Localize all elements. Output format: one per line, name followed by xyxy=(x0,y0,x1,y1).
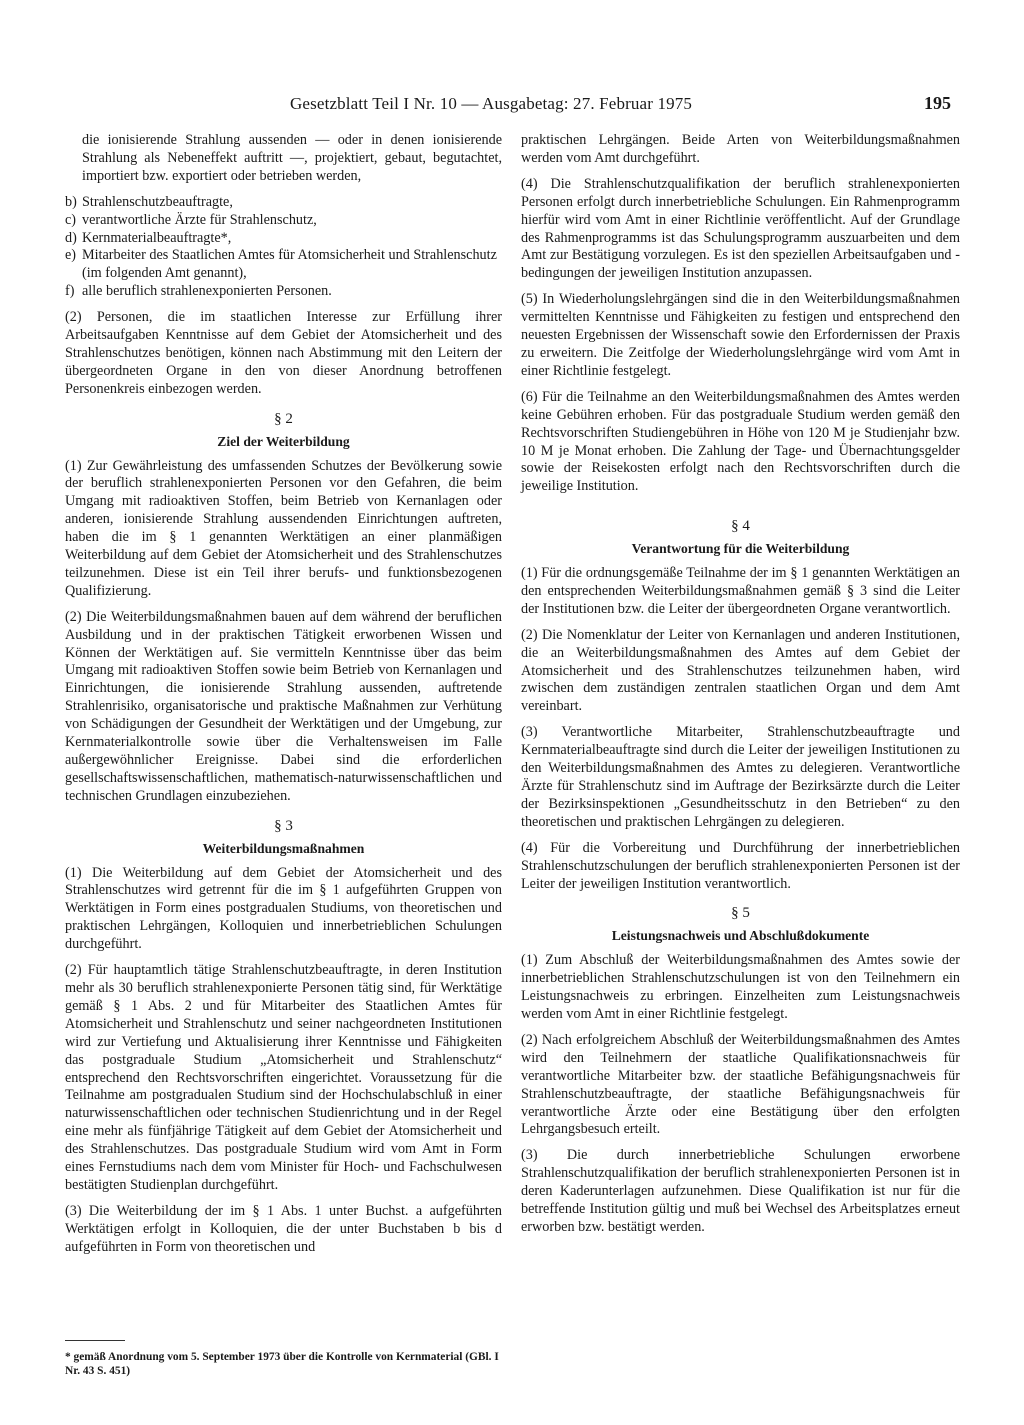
paragraph: (1) Die Weiterbildung auf dem Gebiet der Atomsicherheit und des Strahlenschutzes wird getrennt für die im § 1 aufgeführten Gruppen von Werktätigen in Form eines postgradualen Studiums, von theoretischen und praktischen Lehrgängen, Kolloquien und innerbetrieblichen Schulungen durchgeführt. xyxy=(65,864,502,953)
section-title: Verantwortung für die Weiterbildung xyxy=(631,541,850,557)
list-item-text: verantwortliche Ärzte für Strahlenschutz, xyxy=(82,211,317,228)
list-item-text: Kernmaterialbeauftragte*, xyxy=(82,229,232,246)
paragraph: (4) Die Strahlenschutzqualifikation der beruflich strahlenexponierten Personen erfolgt durch innerbetriebliche Schulungen. Ein Rahmenprogramm hierfür wird vom Amt in einer Richtlinie veröffentlicht. Auf der Grundlage des Rahmenprogramms ist das Schulungsprogramm auszuarbeiten und dem Amt zur Bestätigung vorzulegen. Es ist den speziellen Arbeitsaufgaben und -bedingungen der jeweiligen Institution anzupassen. xyxy=(521,175,960,282)
paragraph: (4) Für die Vorbereitung und Durchführung der innerbetrieblichen Strahlenschutzschulungen der beruflich strahlenexponierten Personen ist der Leiter der jeweiligen Institution verantwortlich. xyxy=(521,839,960,892)
paragraph: (5) In Wiederholungslehrgängen sind die in den Weiterbildungsmaßnahmen vermittelten Kenntnisse und Fähigkeiten zu festigen und entsprechend den neuesten Ergebnissen der Wissenschaft sowie den Erfordernissen der Praxis zu erweitern. Die Zeitfolge der Wiederholungslehrgänge wird vom Amt in einer Richtlinie festgelegt. xyxy=(521,291,960,379)
paragraph: (1) Zum Abschluß der Weiterbildungsmaßnahmen des Amtes sowie der innerbetrieblichen Strahlenschutzschulungen ist von den Teilnehmern ein Leistungsnachweis zu erbringen. Einzelheiten zum Leistungsnachweis werden vom Amt in einer Richtlinie festgelegt. xyxy=(521,952,960,1022)
list-marker: f) xyxy=(65,283,75,300)
list-item xyxy=(65,194,502,212)
right-column xyxy=(521,132,960,1245)
enumeration-list xyxy=(65,194,502,301)
footnote-divider xyxy=(65,1340,125,1341)
paragraph: (6) Für die Teilnahme an den Weiterbildungsmaßnahmen des Amtes werden keine Gebühren erhoben. Für das postgraduale Studium werden gemäß den Rechtsvorschriften Studiengebühren in Höhe von 120 M je Studienjahr bzw. 10 M je Monat erhoben. Die Zahlung der Tage- und Übernachtungsgelder sowie der Reisekosten erfolgt nach den Rechtsvorschriften durch die jeweilige Institution. xyxy=(521,388,960,495)
paragraph: (1) Für die ordnungsgemäße Teilnahme der im § 1 genannten Werktätigen an den entsprechenden Weiterbildungsmaßnahmen gemäß § 3 sind die Leiter der Institutionen bzw. die Leiter der übergeordneten Organe verantwortlich. xyxy=(521,565,960,617)
page-header xyxy=(0,94,1024,120)
list-item xyxy=(65,247,502,283)
list-item-text: Mitarbeiter des Staatlichen Amtes für Atomsicherheit und Strahlenschutz (im folgenden Amt genannt), xyxy=(82,247,497,282)
list-item xyxy=(65,212,502,230)
footnote: * gemäß Anordnung vom 5. September 1973 über die Kontrolle von Kernmaterial (GBl. I Nr. 43 S. 451) xyxy=(65,1351,499,1377)
paragraph: (2) Nach erfolgreichem Abschluß der Weiterbildungsmaßnahmen des Amtes wird den Teilnehmern der staatliche Qualifikationsnachweis für verantwortliche Mitarbeiter bzw. der staatliche Befähigungsnachweis für Strahlenschutzbeauftragte, der staatliche Befähigungsnachweis für verantwortliche Ärzte oder eine Bestätigung über den erfolgten Lehrgangsbesuch erteilt. xyxy=(521,1031,960,1138)
running-title: Gesetzblatt Teil I Nr. 10 — Ausgabetag: 27. Februar 1975 xyxy=(290,94,693,113)
list-item-text: alle beruflich strahlenexponierten Personen. xyxy=(82,283,332,300)
section-title: Leistungsnachweis und Abschlußdokumente xyxy=(611,928,870,944)
paragraph: (3) Die durch innerbetriebliche Schulungen erworbene Strahlenschutzqualifikation der beruflich strahlenexponierten Personen ist in deren Kaderunterlagen aufzunehmen. Diese Qualifikation ist nur für die betreffende Institution gültig und muß bei Wechsel des Arbeitsplatzes erneut erworben bzw. bestätigt werden. xyxy=(521,1147,960,1235)
page-number: 195 xyxy=(924,93,951,113)
paragraph: (1) Zur Gewährleistung des umfassenden Schutzes der Bevölkerung sowie der beruflich strahlenexponierten Personen vor den Gefahren, die beim Umgang mit radioaktiven Stoffen, beim Betrieb von Kernanlagen oder anderen, ionisierende Strahlung aussendenden Einrichtungen auftreten, haben die im § 1 genannten Werktätigen an einer planmäßigen Weiterbildung auf dem Gebiet der Atomsicherheit und des Strahlenschutzes teilzunehmen. Diese ist ein Teil ihrer berufs- und funktionsbezogenen Qualifizierung. xyxy=(65,457,502,599)
list-marker: c) xyxy=(65,211,77,228)
list-item-a-continuation: die ionisierende Strahlung aussenden — oder in denen ionisierende Strahlung als Nebeneffekt auftritt —, projektiert, gebaut, begutachtet, importiert bzw. exportiert oder betrieben werden, xyxy=(82,132,502,184)
paragraph: (2) Personen, die im staatlichen Interesse zur Erfüllung ihrer Arbeitsaufgaben Kenntnisse auf dem Gebiet der Atomsicherheit und des Strahlenschutzes benötigen, können nach Abstimmung mit den Leitern der übergeordneten Organe in den von dieser Anordnung betroffenen Personenkreis einbezogen werden. xyxy=(65,309,502,397)
list-item xyxy=(65,230,502,248)
paragraph: (3) Verantwortliche Mitarbeiter, Strahlenschutzbeauftragte und Kernmaterialbeauftragte sind durch die Leiter der jeweiligen Institutionen zu den Weiterbildungsmaßnahmen des Amtes zu delegieren. Verantwortliche Ärzte für Strahlenschutz sind im Auftrage der Bezirksärzte durch die Leiter der Bezirksinspektionen „Gesundheitsschutz in den Betrieben“ zu den theoretischen und praktischen Lehrgängen zu delegieren. xyxy=(521,724,960,830)
paragraph: praktischen Lehrgängen. Beide Arten von Weiterbildungsmaßnahmen werden vom Amt durchgeführt. xyxy=(521,132,960,166)
paragraph: (2) Für hauptamtlich tätige Strahlenschutzbeauftragte, in deren Institution mehr als 30 beruflich strahlenexponierte Personen tätig sind, für Werktätige gemäß § 1 Abs. 2 und für Mitarbeiter des Staatlichen Amtes für Atomsicherheit und Strahlenschutz und seiner nachgeordneten Institutionen wird zur Vertiefung und Aktualisierung ihrer Kenntnisse und Fähigkeiten das postgraduale Studium „Atomsicherheit und Strahlenschutz“ entsprechend den Rechtsvorschriften eingerichtet. Voraussetzung für die Teilnahme am postgradualen Studium sind der Hochschulabschluß in einer naturwissenschaftlichen oder technischen Studienrichtung und in der Regel eine mehr als fünfjährige Tätigkeit auf dem Gebiet der Atomsicherheit und des Strahlenschutzes. Das postgraduale Studium wird vom Amt in Form eines Fernstudiums nach dem vom Minister für Hoch- und Fachschulwesen bestätigten Studienplan durchgeführt. xyxy=(65,962,502,1193)
section-number: § 5 xyxy=(731,905,750,922)
paragraph: (2) Die Nomenklatur der Leiter von Kernanlagen und anderen Institutionen, die an Weiterbildungsmaßnahmen des Amtes auf dem Gebiet der Atomsicherheit und des Strahlenschutzes teilzunehmen haben, wird zwischen dem zuständigen zentralen staatlichen Organ und dem Amt vereinbart. xyxy=(521,626,960,715)
list-marker: b) xyxy=(65,193,77,210)
section-number: § 3 xyxy=(274,817,293,834)
section-number: § 4 xyxy=(731,518,750,535)
section-title: Weiterbildungsmaßnahmen xyxy=(202,840,365,856)
left-column xyxy=(65,132,502,1265)
section-title: Ziel der Weiterbildung xyxy=(217,433,350,449)
section-number: § 2 xyxy=(274,410,293,427)
list-item-text: Strahlenschutzbeauftragte, xyxy=(82,193,233,210)
list-marker: d) xyxy=(65,229,77,246)
list-marker: e) xyxy=(65,247,77,264)
paragraph: (2) Die Weiterbildungsmaßnahmen bauen auf dem während der beruflichen Ausbildung und in der praktischen Tätigkeit erworbenen Wissen und Können der Werktätigen auf. Sie vermitteln Kenntnisse über das beim Umgang mit radioaktiven Stoffen sowie beim Betrieb von Kernanlagen und Einrichtungen, die ionisierende Strahlung aussenden, auftretende Strahlenrisiko, organisatorische und praktische Maßnahmen zur Verhütung von Schädigungen der Gesundheit der Werktätigen und der Umgebung, zur Kernmaterialkontrolle sowie über die Verhaltensweisen im Falle außergewöhnlicher Ereignisse. Dabei sind die erforderlichen gesellschaftswissenschaftlichen, mathematisch-naturwissenschaftlichen und technischen Grundlagen einzubeziehen. xyxy=(65,608,502,804)
list-item xyxy=(65,283,502,301)
paragraph: (3) Die Weiterbildung der im § 1 Abs. 1 unter Buchst. a aufgeführten Werktätigen erfolgt in Kolloquien, die der unter Buchstaben b bis d aufgeführten in Form von theoretischen und xyxy=(65,1202,502,1255)
